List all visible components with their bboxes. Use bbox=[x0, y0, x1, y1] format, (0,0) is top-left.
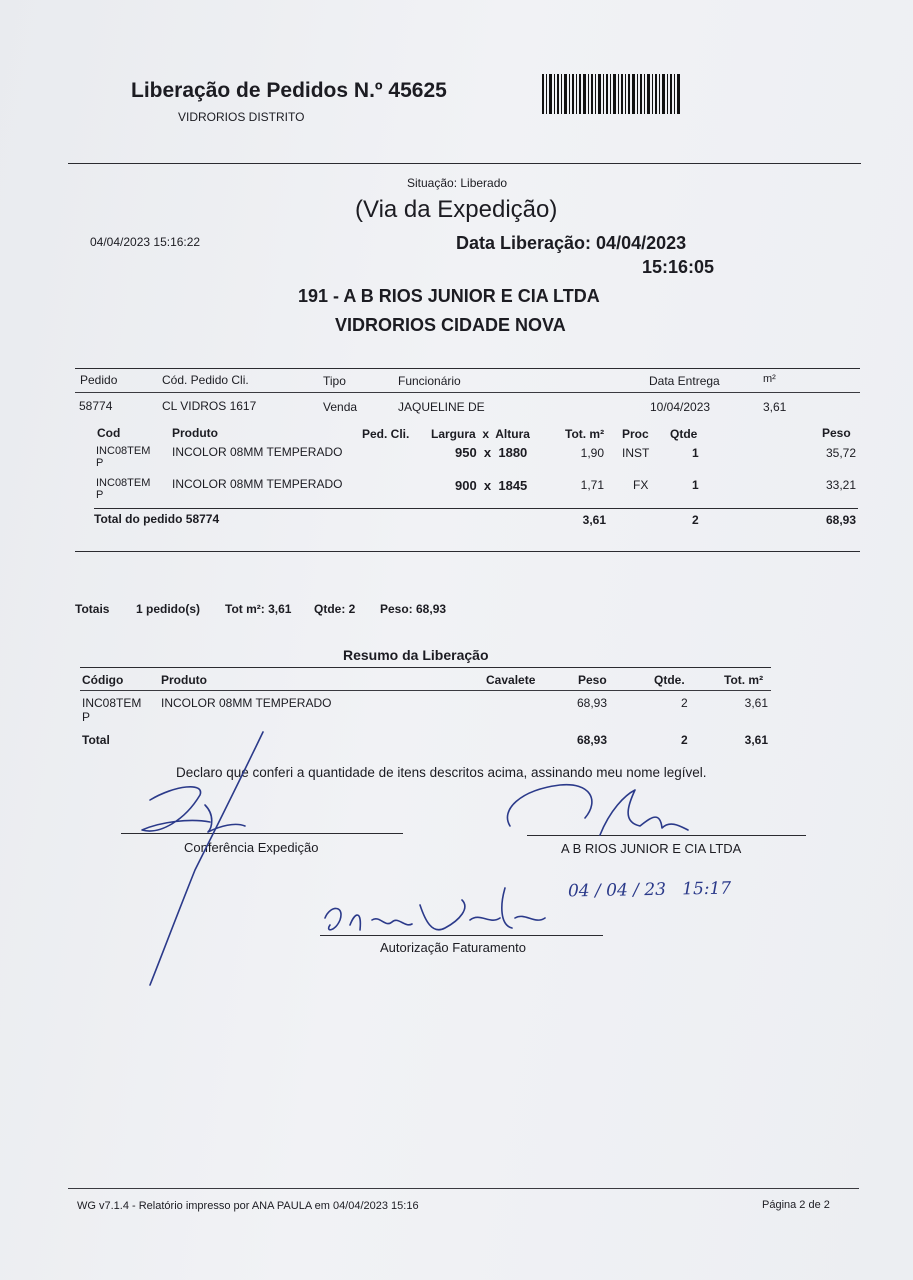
col-largura-altura: Largura x Altura bbox=[431, 427, 530, 441]
client-order-code: CL VIDROS 1617 bbox=[162, 399, 257, 413]
footer-page-number: Página 2 de 2 bbox=[762, 1199, 830, 1211]
signature-line-conferencia bbox=[121, 833, 403, 834]
totals-label: Totais bbox=[75, 602, 110, 616]
signature-empresa bbox=[507, 785, 688, 835]
order-total-label: Total do pedido 58774 bbox=[94, 512, 220, 526]
barcode bbox=[542, 74, 682, 114]
order-total-m2: 3,61 bbox=[582, 513, 606, 527]
item-peso: 35,72 bbox=[825, 446, 856, 460]
col-m2: m² bbox=[763, 373, 776, 385]
item-tot-m2: 1,71 bbox=[580, 478, 604, 492]
item-peso: 33,21 bbox=[825, 478, 856, 492]
item-proc: FX bbox=[633, 478, 649, 492]
summary-total-label: Total bbox=[82, 733, 110, 747]
summary-header-rule bbox=[80, 690, 771, 691]
summary-title: Resumo da Liberação bbox=[343, 647, 489, 663]
col-proc: Proc bbox=[622, 427, 649, 441]
col-ped-cli: Ped. Cli. bbox=[362, 427, 410, 441]
summary-code-cont: P bbox=[82, 710, 91, 724]
col-cod-pedido-cli: Cód. Pedido Cli. bbox=[162, 373, 249, 387]
declaration-text: Declaro que conferi a quantidade de itens descritos acima, assinando meu nome legível. bbox=[176, 765, 707, 780]
client-name: 191 - A B RIOS JUNIOR E CIA LTDA bbox=[298, 286, 600, 306]
totals-qtde: Qtde: 2 bbox=[314, 602, 356, 616]
signature-label-empresa: A B RIOS JUNIOR E CIA LTDA bbox=[561, 841, 742, 856]
client-store: VIDRORIOS CIDADE NOVA bbox=[335, 315, 566, 335]
item-dimensions: 900 x 1845 bbox=[455, 478, 528, 493]
summary-col-cavalete: Cavalete bbox=[486, 673, 536, 687]
summary-peso: 68,93 bbox=[577, 696, 608, 710]
signature-line-empresa bbox=[527, 835, 806, 836]
order-total-peso: 68,93 bbox=[825, 513, 856, 527]
via-label: (Via da Expedição) bbox=[355, 196, 558, 223]
item-code-cont: P bbox=[96, 457, 104, 469]
col-tot-m2: Tot. m² bbox=[565, 427, 605, 441]
order-table-header-rule bbox=[75, 392, 860, 393]
summary-product: INCOLOR 08MM TEMPERADO bbox=[161, 696, 332, 710]
summary-total-peso: 68,93 bbox=[577, 733, 608, 747]
signature-label-conferencia: Conferência Expedição bbox=[184, 840, 319, 855]
item-dimensions: 950 x 1880 bbox=[455, 445, 528, 460]
footer-report-info: WG v7.1.4 - Relatório impresso por ANA PAULA em 04/04/2023 15:16 bbox=[77, 1200, 419, 1212]
summary-code: INC08TEM bbox=[82, 696, 142, 710]
item-tot-m2: 1,90 bbox=[580, 446, 604, 460]
release-date: Data Liberação: 04/04/2023 bbox=[456, 233, 687, 253]
delivery-date: 10/04/2023 bbox=[650, 400, 711, 414]
col-produto: Produto bbox=[172, 426, 218, 440]
col-qtde: Qtde bbox=[670, 427, 698, 441]
employee: JAQUELINE DE bbox=[398, 400, 485, 414]
col-peso: Peso bbox=[822, 426, 851, 440]
totals-peso: Peso: 68,93 bbox=[380, 602, 447, 616]
order-type: Venda bbox=[323, 400, 358, 414]
signature-autorizacao bbox=[325, 888, 545, 930]
barcode-graphic bbox=[542, 74, 682, 114]
summary-total-m2: 3,61 bbox=[744, 733, 768, 747]
col-cod: Cod bbox=[97, 426, 121, 440]
item-product: INCOLOR 08MM TEMPERADO bbox=[172, 445, 343, 459]
order-total-qtde: 2 bbox=[692, 513, 699, 527]
col-funcionario: Funcionário bbox=[398, 374, 461, 388]
summary-col-peso: Peso bbox=[578, 673, 607, 687]
item-product: INCOLOR 08MM TEMPERADO bbox=[172, 477, 343, 491]
totals-orders: 1 pedido(s) bbox=[136, 602, 201, 616]
signature-conferencia bbox=[142, 787, 245, 832]
order-table-top-rule bbox=[75, 368, 860, 369]
header-divider bbox=[68, 163, 861, 164]
col-data-entrega: Data Entrega bbox=[649, 374, 720, 388]
signature-label-autorizacao: Autorização Faturamento bbox=[380, 940, 526, 955]
order-number: 58774 bbox=[79, 399, 113, 413]
company-subtitle: VIDRORIOS DISTRITO bbox=[178, 110, 305, 124]
summary-tot-m2: 3,61 bbox=[744, 696, 768, 710]
col-tipo: Tipo bbox=[323, 374, 346, 388]
item-code: INC08TEM bbox=[96, 445, 151, 457]
item-code: INC08TEM bbox=[96, 477, 151, 489]
item-code-cont: P bbox=[96, 489, 104, 501]
status-label: Situação: Liberado bbox=[407, 176, 508, 190]
totals-m2: Tot m²: 3,61 bbox=[225, 602, 292, 616]
summary-qtde: 2 bbox=[681, 696, 688, 710]
summary-col-produto: Produto bbox=[161, 673, 207, 687]
footer-rule bbox=[68, 1188, 859, 1189]
summary-col-qtde: Qtde. bbox=[654, 673, 685, 687]
order-m2: 3,61 bbox=[763, 400, 787, 414]
summary-top-rule bbox=[80, 667, 771, 668]
item-qtde: 1 bbox=[692, 478, 699, 492]
item-proc: INST bbox=[622, 446, 650, 460]
handwritten-date: 04 / 04 / 23 15:17 bbox=[567, 878, 732, 902]
item-qtde: 1 bbox=[692, 446, 699, 460]
release-time: 15:16:05 bbox=[642, 257, 715, 277]
document-title: Liberação de Pedidos N.º 45625 bbox=[131, 79, 447, 102]
items-total-rule bbox=[94, 508, 858, 509]
summary-col-tot-m2: Tot. m² bbox=[724, 673, 764, 687]
signature-line-autorizacao bbox=[320, 935, 603, 936]
summary-col-codigo: Código bbox=[82, 673, 124, 687]
print-datetime: 04/04/2023 15:16:22 bbox=[90, 235, 201, 249]
items-bottom-rule bbox=[75, 551, 860, 552]
col-pedido: Pedido bbox=[80, 373, 118, 387]
summary-total-qtde: 2 bbox=[681, 733, 688, 747]
